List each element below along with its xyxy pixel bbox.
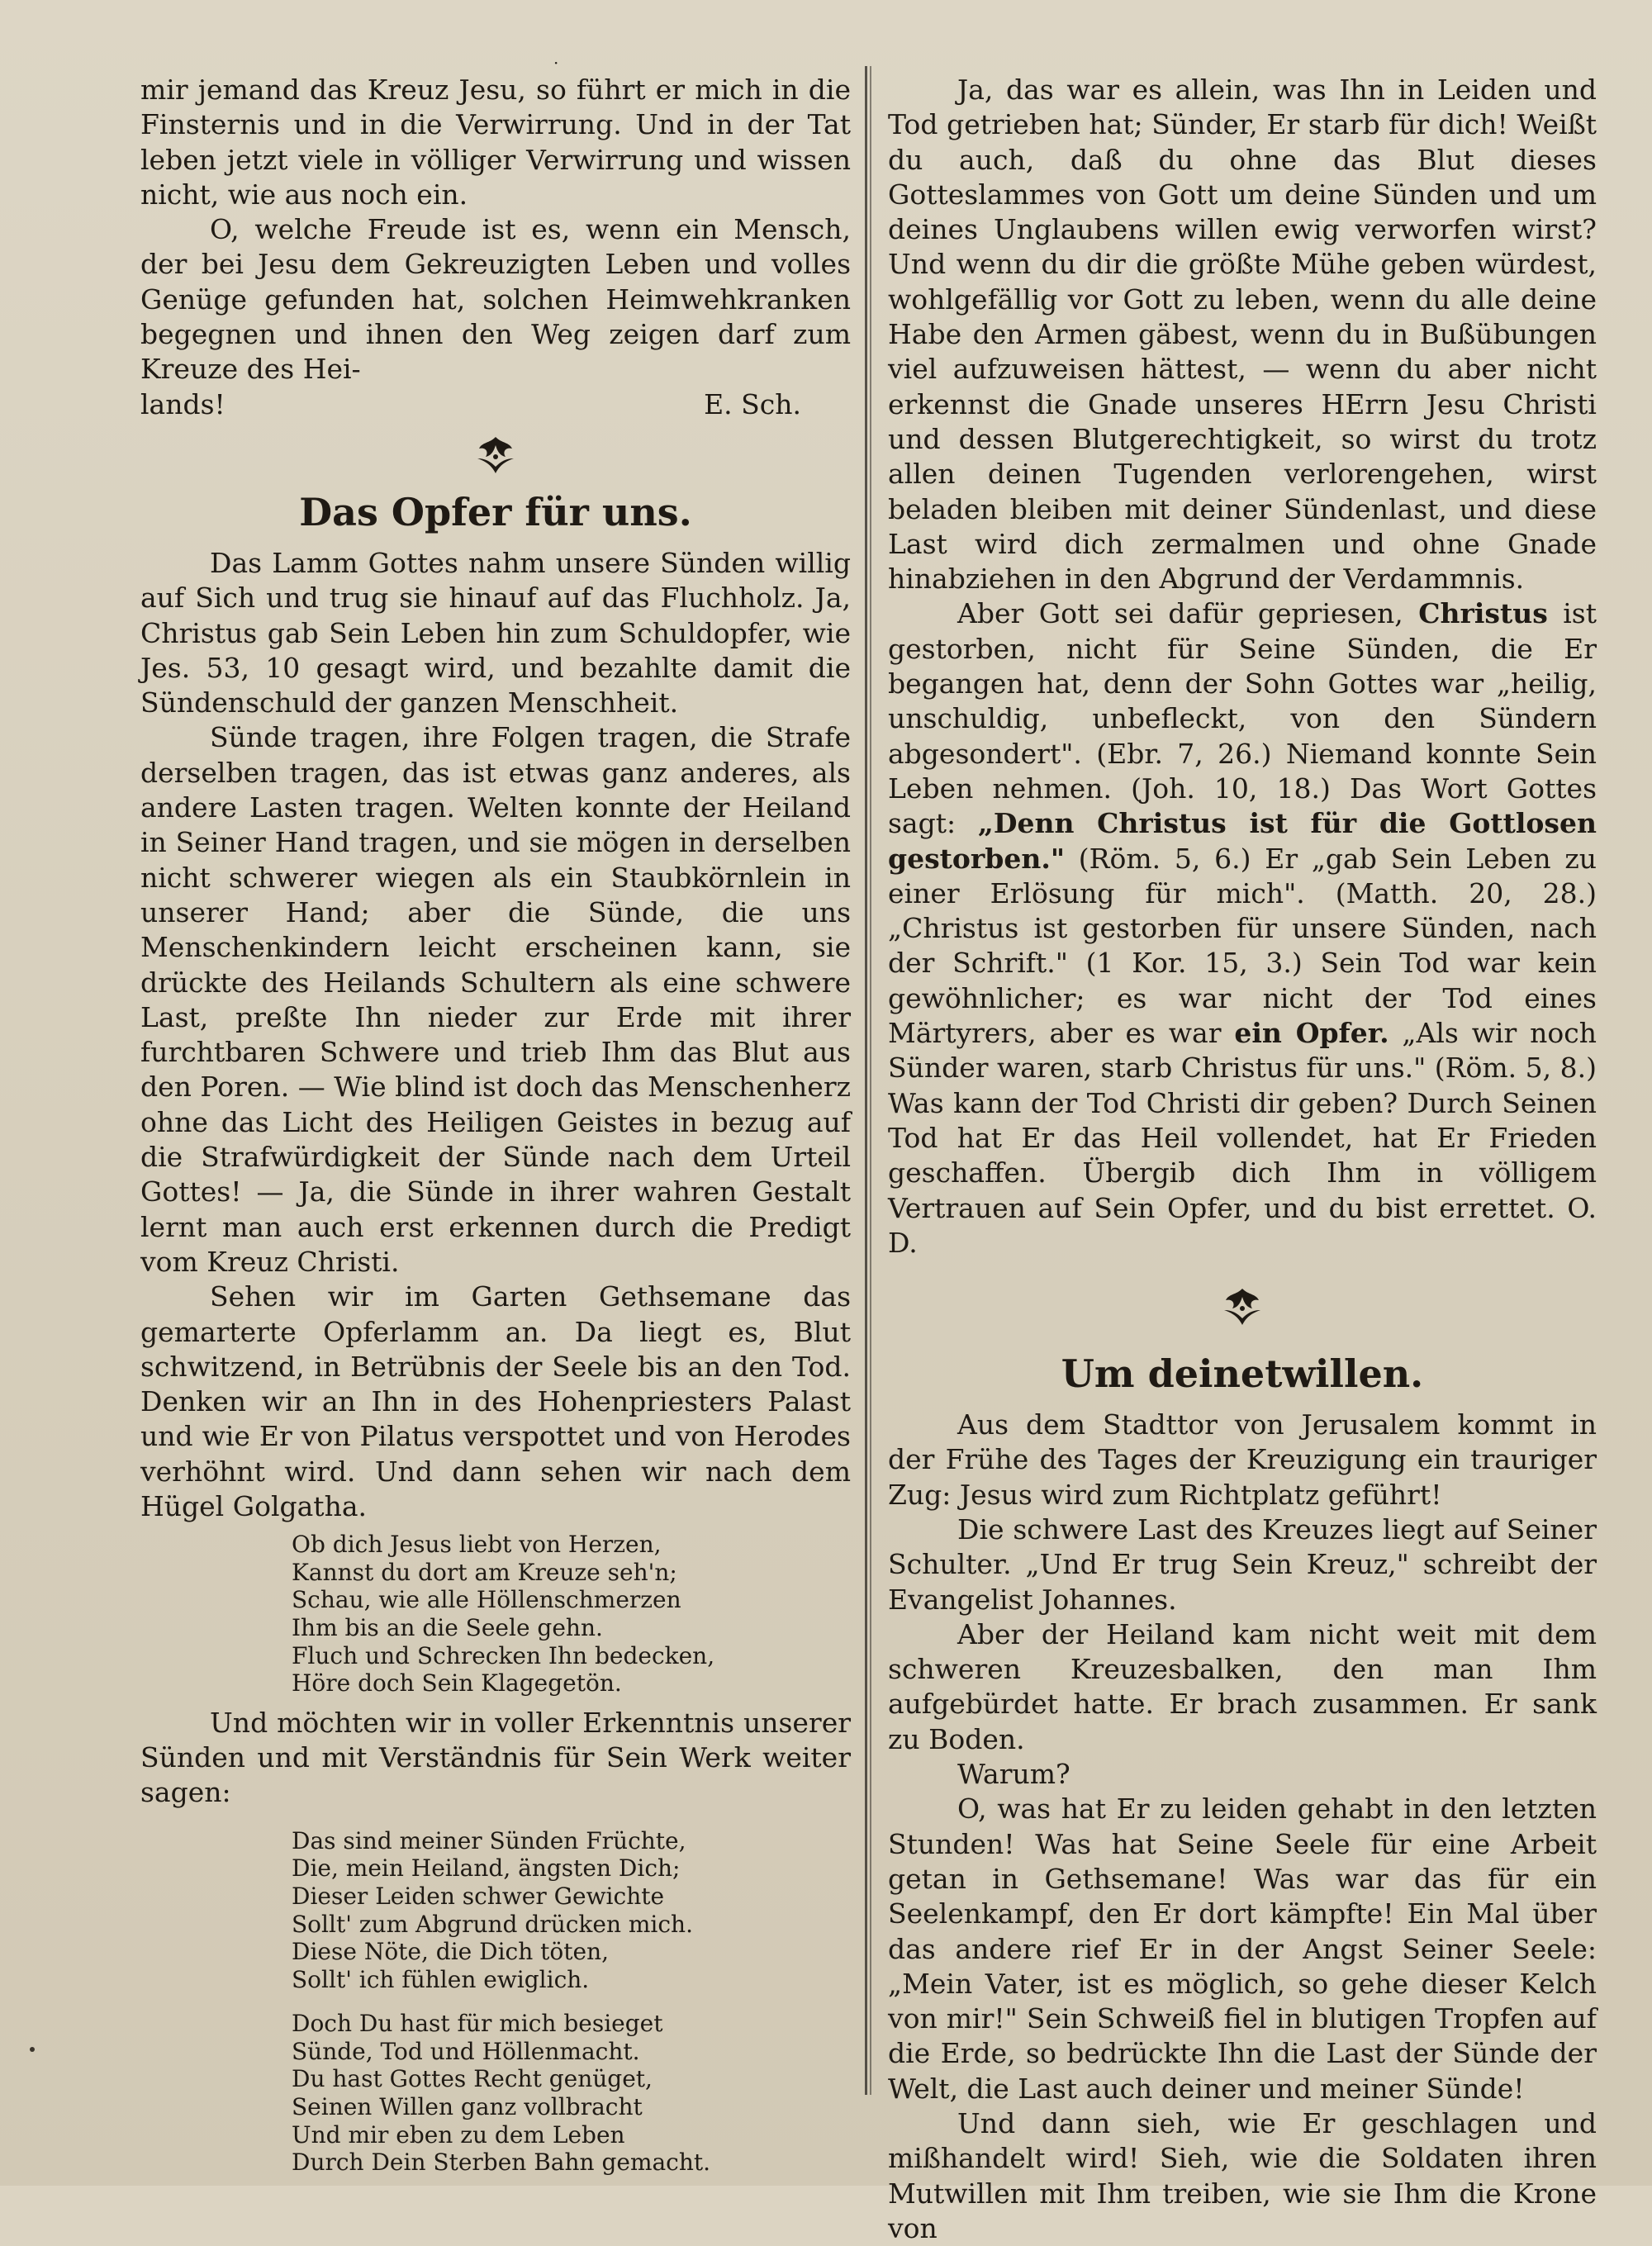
poem-line: Höre doch Sein Klagegetön.	[292, 1669, 622, 1698]
emphasis-quote-gottlosen: „Denn Christus ist für die Gottlosen gestorben."	[888, 807, 1597, 875]
poem-line: Sollt' ich fühlen ewiglich.	[292, 1965, 590, 1993]
poem-line: Das sind meiner Sünden Früchte,	[292, 1826, 686, 1854]
text-run: (Röm. 5, 6.) Er „gab Sein Leben zu einer Erlösung für mich". (Matth. 20, 28.) „Christus ist gestorben für unsere Sünden, nach der Schrift." (1 Kor. 15, 3.) Sein Tod war kein gewöhnlicher; es war nicht der Tod eines Märtyrers, aber es war	[888, 842, 1597, 1050]
paragraph-gott-gepriesen	[888, 596, 1597, 1261]
paragraph-suende-tragen: Sünde tragen, ihre Folgen tragen, die Strafe derselben tragen, das ist etwas ganz anderes, als andere Lasten tragen. Welten konnte der Heiland in Seiner Hand tragen, und sie mögen in derselben nicht schwerer wiegen als ein Staubkörnlein in unserer Hand; aber die Sünde, die uns Menschenkindern leicht erscheinen kann, sie drückte des Heilands Schultern als eine schwere Last, preßte Ihn nieder zur Erde mit ihrer furchtbaren Schwere und trieb Ihm das Blut aus den Poren. — Wie blind ist doch das Menschenherz ohne das Licht des Heiligen Geistes in bezug auf die Strafwürdigkeit der Sünde nach dem Urteil Gottes! — Ja, die Sünde in ihrer wahren Gestalt lernt man auch erst erkennen durch die Predigt vom Kreuz Christi.	[140, 721, 851, 1278]
paragraph-stadttor: Aus dem Stadttor von Jerusalem kommt in der Frühe des Tages der Kreuzigung ein trauriger Zug: Jesus wird zum Richtplatz geführt!	[888, 1408, 1597, 1511]
paragraph-ja-das-war: Ja, das war es allein, was Ihn in Leiden und Tod getrieben hat; Sünder, Er starb für dich! Weißt du auch, daß du ohne das Blut dieses Gotteslammes von Gott um deine Sünden und um deines Unglaubens willen ewig verworfen wirst? Und wenn du dir die größte Mühe geben würdest, wohlgefällig vor Gott zu leben, wenn du alle deine Habe den Armen gäbest, wenn du in Bußübungen viel aufzuweisen hättest, — wenn du aber nicht erkennst die Gnade unseres HErrn Jesu Christi und dessen Blutgerechtigkeit, so wirst du trotz allen deinen Tugenden verlorengehen, wirst beladen bleiben mit deiner Sündenlast, und diese Last wird dich zermalmen und ohne Gnade hinabziehen in den Abgrund der Verdammnis.	[888, 74, 1597, 596]
print-speck	[30, 2047, 35, 2052]
paragraph-lamm: Das Lamm Gottes nahm unsere Sünden willig auf Sich und trug sie hinauf auf das Fluchholz. Ja, Christus gab Sein Leben hin zum Schuldopfer, wie Jes. 53, 10 gesagt wird, und bezahlte damit die Sündenschuld der ganzen Menschheit.	[140, 546, 851, 719]
poem-line: Kannst du dort am Kreuze seh'n;	[292, 1558, 677, 1586]
paragraph-warum: Warum?	[957, 1758, 1070, 1791]
paragraph-erkenntnis: Und möchten wir in voller Erkenntnis unserer Sünden und mit Verständnis für Sein Werk weiter sagen:	[140, 1706, 851, 1809]
column-rule-thin	[870, 66, 871, 2095]
paragraph-gethsemane: Sehen wir im Garten Gethsemane das gemarterte Opferlamm an. Da liegt es, Blut schwitzend, in Betrübnis der Seele bis an den Tod. Denken wir an Ihn in des Hohenpriesters Palast und wie Er von Pilatus verspottet und von Herodes verhöhnt wird. Und dann sehen wir nach dem Hügel Golgatha.	[140, 1280, 851, 1522]
paragraph-joy: O, welche Freude ist es, wenn ein Mensch, der bei Jesu dem Gekreuzigten Leben und volles Genüge gefunden hat, solchen Heimwehkranken begegnen und ihnen den Weg zeigen darf zum Kreuze des Hei-	[140, 213, 851, 386]
poem-line: Die, mein Heiland, ängsten Dich;	[292, 1854, 681, 1883]
signature-text: lands!	[140, 387, 225, 420]
article-title-opfer: Das Opfer für uns.	[299, 489, 692, 534]
poem-line: Doch Du hast für mich besieget	[292, 2010, 663, 2038]
article-title-deinetwillen: Um deinetwillen.	[1061, 1351, 1424, 1397]
text-run: ist gestorben, nicht für Seine Sünden, die Er begangen hat, denn der Sohn Gottes war „heilig, unschuldig, unbefleckt, von den Sündern abgesondert". (Ebr. 7, 26.) Niemand konnte Sein Leben nehmen. (Joh. 10, 18.) Das Wort Gottes sagt:	[888, 597, 1597, 840]
poem-line: Ob dich Jesus liebt von Herzen,	[292, 1531, 662, 1559]
author-signature: E. Sch.	[704, 387, 801, 420]
poem-line: Schau, wie alle Höllenschmerzen	[292, 1586, 681, 1614]
poem-line: Diese Nöte, die Dich töten,	[292, 1938, 610, 1966]
poem-line: Du hast Gottes Recht genüget,	[292, 2065, 653, 2093]
poem-line: Sünde, Tod und Höllenmacht.	[292, 2037, 640, 2065]
poem-line: Durch Dein Sterben Bahn gemacht.	[292, 2149, 711, 2177]
emphasis-christus: Christus	[1418, 597, 1548, 630]
poem-line: Und mir eben zu dem Leben	[292, 2120, 625, 2149]
poem-line: Seinen Willen ganz vollbracht	[292, 2093, 643, 2121]
stanza-gap	[292, 1993, 851, 2010]
poem-line: Sollt' zum Abgrund drücken mich.	[292, 1910, 693, 1938]
right-column	[888, 73, 1597, 2246]
text-run: „Als wir noch Sünder waren, starb Christus für uns." (Röm. 5, 8.) Was kann der Tod Christi dir geben? Durch Seinen Tod hat Er das Heil vollendet, hat Er Frieden geschaffen. Übergib dich Ihm in völligem Vertrauen auf Sein Opfer, und du bist errettet. O. D.	[888, 1017, 1597, 1259]
column-rule	[865, 66, 867, 2095]
print-mark: ·	[553, 53, 559, 73]
paragraph-continuation: mir jemand das Kreuz Jesu, so führt er mich in die Finsternis und in die Verwirrung. Und in der Tat leben jetzt viele in völliger Verwirrung und wissen nicht, wie aus noch ein.	[140, 74, 851, 211]
text-run: Aber Gott sei dafür gepriesen,	[957, 597, 1403, 630]
fleuron-ornament-icon	[140, 434, 851, 480]
poem-stanza-2	[140, 1827, 851, 2177]
paragraph-leiden: O, was hat Er zu leiden gehabt in den letzten Stunden! Was hat Seine Seele für eine Arbeit getan in Gethsemane! Was war das für ein Seelenkampf, den Er dort kämpfte! Ein Mal über das andere rief Er in der Angst Seiner Seele: „Mein Vater, ist es möglich, so gehe dieser Kelch von mir!" Sein Schweiß fiel in blutigen Tropfen auf die Erde, so bedrückte Ihn die Last der Sünde der Welt, die Last auch deiner und meiner Sünde!	[888, 1793, 1597, 2105]
paragraph-heiland-kam: Aber der Heiland kam nicht weit mit dem schweren Kreuzesbalken, den man Ihm aufgebürdet hatte. Er brach zusammen. Er sank zu Boden.	[888, 1617, 1597, 1755]
signature-line	[140, 387, 851, 422]
poem-line: Dieser Leiden schwer Gewichte	[292, 1882, 665, 1910]
left-column	[140, 73, 851, 2185]
poem-stanza-1	[140, 1531, 851, 1698]
paragraph-last-kreuz: Die schwere Last des Kreuzes liegt auf Seiner Schulter. „Und Er trug Sein Kreuz," schreibt der Evangelist Johannes.	[888, 1512, 1597, 1616]
paragraph-geschlagen: Und dann sieh, wie Er geschlagen und mißhandelt wird! Sieh, wie die Soldaten ihren Mutwillen mit Ihm treiben, wie sie Ihm die Krone von	[888, 2107, 1597, 2244]
poem-line: Ihm bis an die Seele gehn.	[292, 1614, 603, 1642]
emphasis-ein-opfer: ein Opfer.	[1234, 1017, 1389, 1050]
fleuron-ornament-icon	[888, 1285, 1597, 1332]
poem-line: Fluch und Schrecken Ihn bedecken,	[292, 1641, 715, 1669]
